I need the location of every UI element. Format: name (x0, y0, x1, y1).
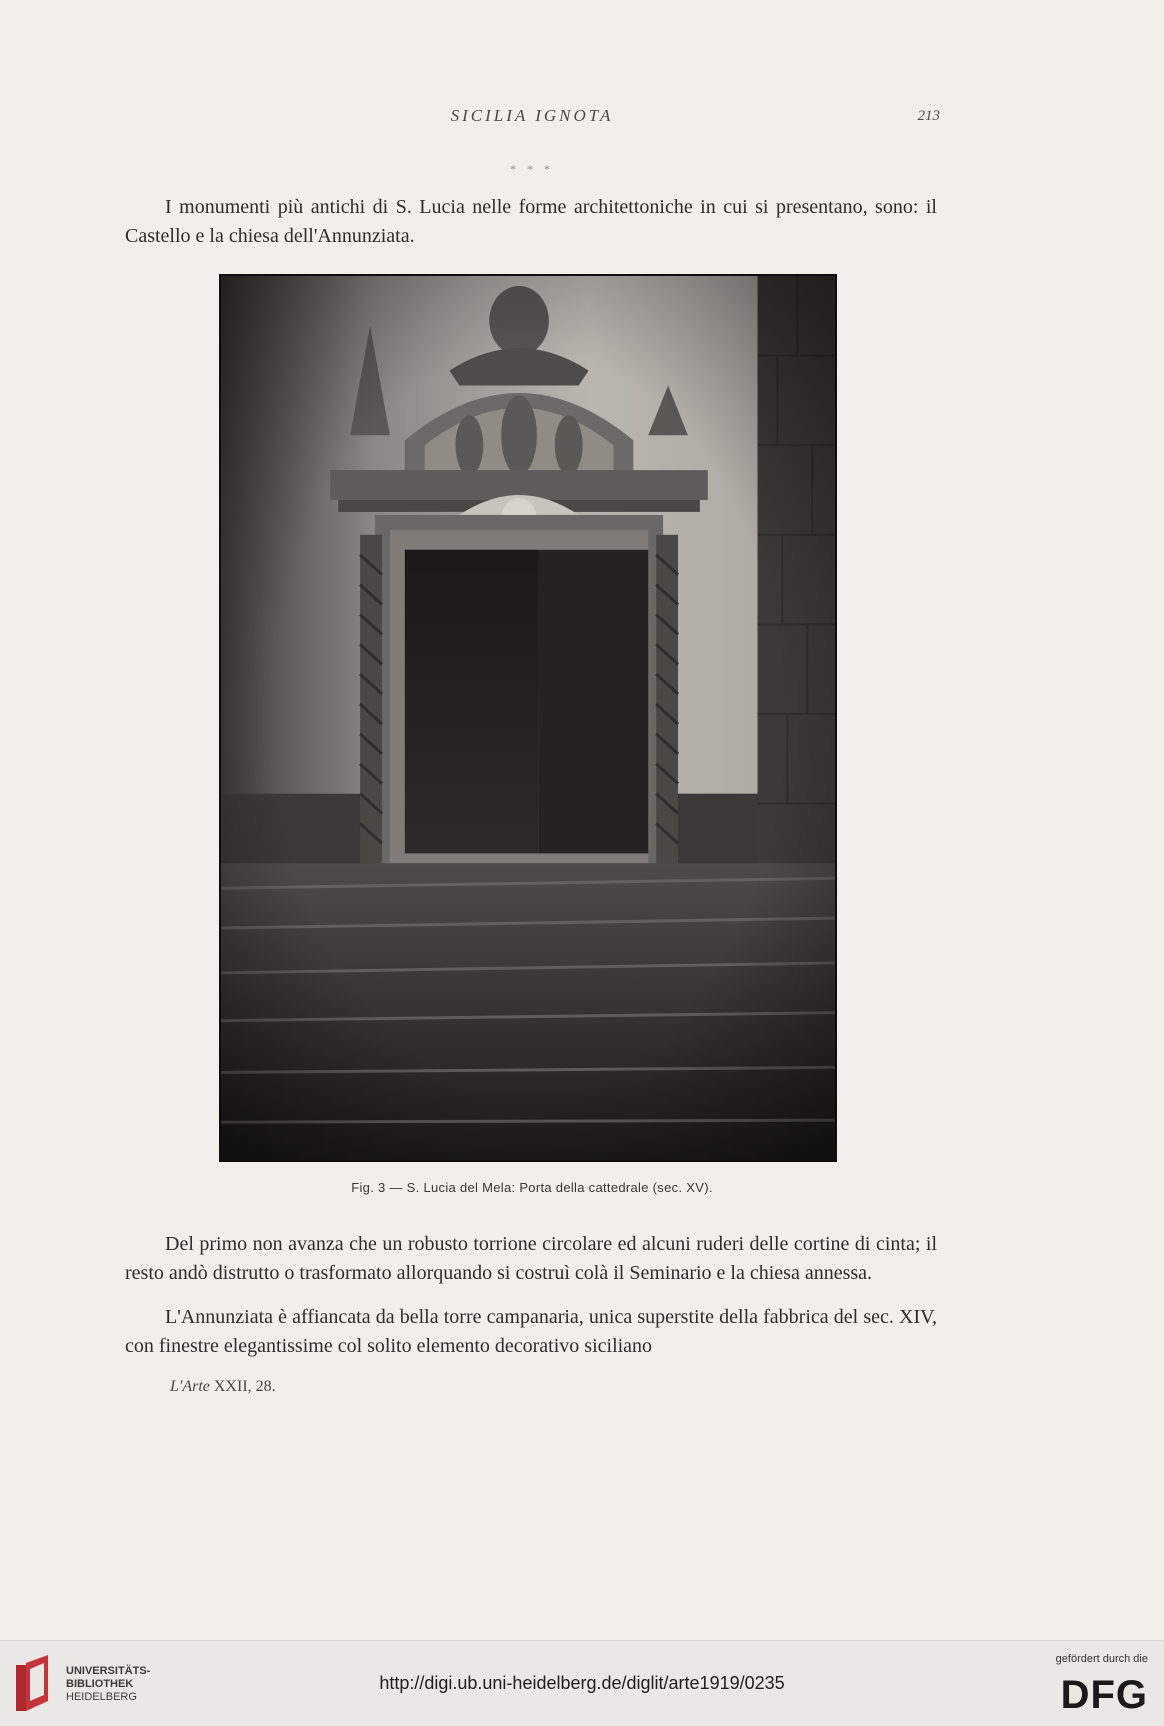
running-head (0, 106, 1164, 136)
journal-name: L'Arte (170, 1378, 210, 1395)
funder-label: gefördert durch die (1055, 1653, 1148, 1665)
running-title: SICILIA IGNOTA (450, 106, 614, 125)
page-number: 213 (917, 108, 940, 124)
library-name: UNIVERSITÄTS- BIBLIOTHEK HEIDELBERG (66, 1665, 151, 1703)
figure-caption: Fig. 3 — S. Lucia del Mela: Porta della cattedrale (sec. XV). (351, 1180, 713, 1195)
signature-footnote (170, 1378, 276, 1396)
paragraph-2: Del primo non avanza che un robusto torrione circolare ed alcuni ruderi delle cortine di cinta; il resto andò distrutto o trasformato allorquando si costruì colà il Seminario e la chiesa annessa. (125, 1233, 937, 1284)
permalink-url[interactable]: http://digi.ub.uni-heidelberg.de/diglit/arte1919/0235 (379, 1673, 785, 1693)
journal-volume: XXII, 28. (213, 1378, 276, 1395)
section-separator: * * * (510, 162, 554, 176)
figure-photograph (219, 274, 837, 1162)
digitization-footer (0, 1640, 1164, 1726)
dfg-logo: DFG (1060, 1673, 1148, 1717)
paragraph-3: L'Annunziata è affiancata da bella torre campanaria, unica superstite della fabbrica del sec. XIV, con finestre elegantissime col solito elemento decorativo siciliano (125, 1306, 937, 1357)
cathedral-portal-photo (221, 276, 835, 1160)
paragraph-1: I monumenti più antichi di S. Lucia nelle forme architettoniche in cui si presentano, sono: il Castello e la chiesa dell'Annunziata. (125, 196, 937, 247)
